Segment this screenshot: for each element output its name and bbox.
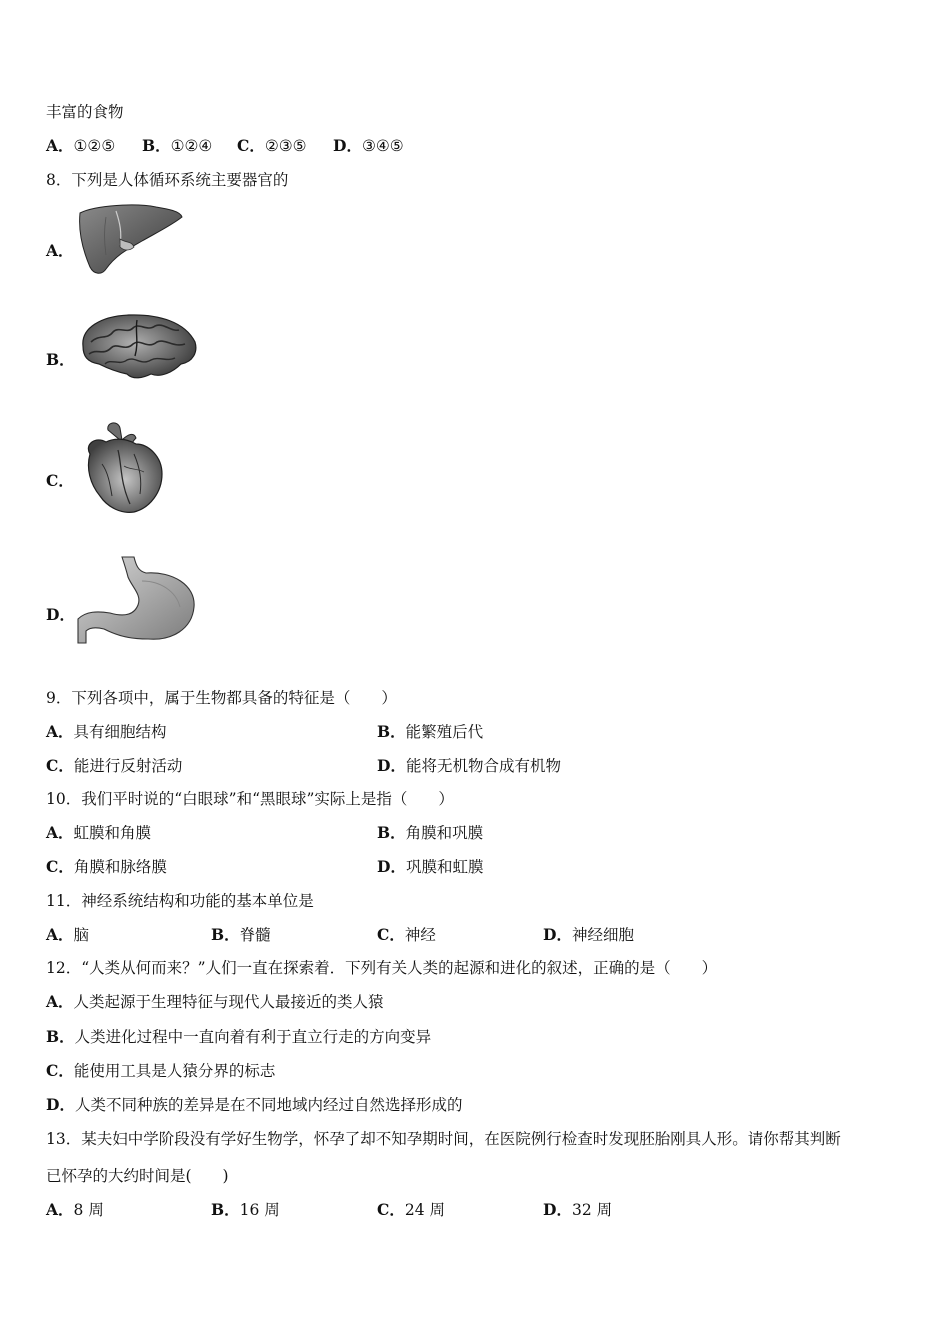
q7-option-b: B．①②④ [142,136,213,155]
q12-option-d: D．人类不同种族的差异是在不同地域内经过自然选择形成的 [46,1095,463,1114]
q13-option-b: B．16 周 [211,1200,280,1219]
q13-stem-line2: 已怀孕的大约时间是( ) [46,1167,229,1185]
q10-option-d: D．巩膜和虹膜 [377,857,484,876]
q8-option-d-label: D． [46,605,75,624]
q7-option-a: A．①②⑤ [46,136,116,155]
q13-option-a: A．8 周 [46,1200,104,1219]
q12-option-a: A．人类起源于生理特征与现代人最接近的类人猿 [46,992,384,1011]
brain-icon [77,312,199,382]
q11-option-d: D．神经细胞 [543,925,634,944]
q7-option-c: C．②③⑤ [237,136,307,155]
stomach-icon [76,555,198,645]
q7-continuation: 丰富的食物 [46,103,124,121]
q9-option-a: A．具有细胞结构 [46,722,167,741]
q11-option-c: C．神经 [377,925,436,944]
q9-option-c: C．能进行反射活动 [46,756,183,775]
q10-option-c: C．角膜和脉络膜 [46,857,167,876]
q9-option-d: D．能将无机物合成有机物 [377,756,561,775]
q13-stem-line1: 13．某夫妇中学阶段没有学好生物学，怀孕了却不知孕期时间，在医院例行检查时发现胚胎刚具人形。请你帮其判断 [46,1130,841,1148]
q10-option-a: A．虹膜和角膜 [46,823,152,842]
heart-icon [78,420,166,516]
q10-stem: 10．我们平时说的“白眼球”和“黑眼球”实际上是指（ ） [46,790,454,808]
q12-option-c: C．能使用工具是人猿分界的标志 [46,1061,276,1080]
q9-option-b: B．能繁殖后代 [377,722,484,741]
q11-stem: 11．神经系统结构和功能的基本单位是 [46,892,314,910]
q10-option-b: B．角膜和巩膜 [377,823,484,842]
q13-option-c: C．24 周 [377,1200,445,1219]
q9-stem: 9．下列各项中，属于生物都具备的特征是（ ） [46,689,397,707]
q7-option-d: D．③④⑤ [333,136,404,155]
q12-option-b: B．人类进化过程中一直向着有利于直立行走的方向变异 [46,1027,432,1046]
q8-stem: 8．下列是人体循环系统主要器官的 [46,171,289,189]
q8-option-c-label: C． [46,471,74,490]
q11-option-a: A．脑 [46,925,90,944]
q13-option-d: D．32 周 [543,1200,613,1219]
q11-option-b: B．脊髓 [211,925,271,944]
q8-option-a-label: A． [46,241,74,260]
q12-stem: 12．“人类从何而来？”人们一直在探索着．下列有关人类的起源和进化的叙述，正确的是（ ） [46,959,718,977]
liver-icon [76,203,184,277]
q8-option-b-label: B． [46,350,75,369]
